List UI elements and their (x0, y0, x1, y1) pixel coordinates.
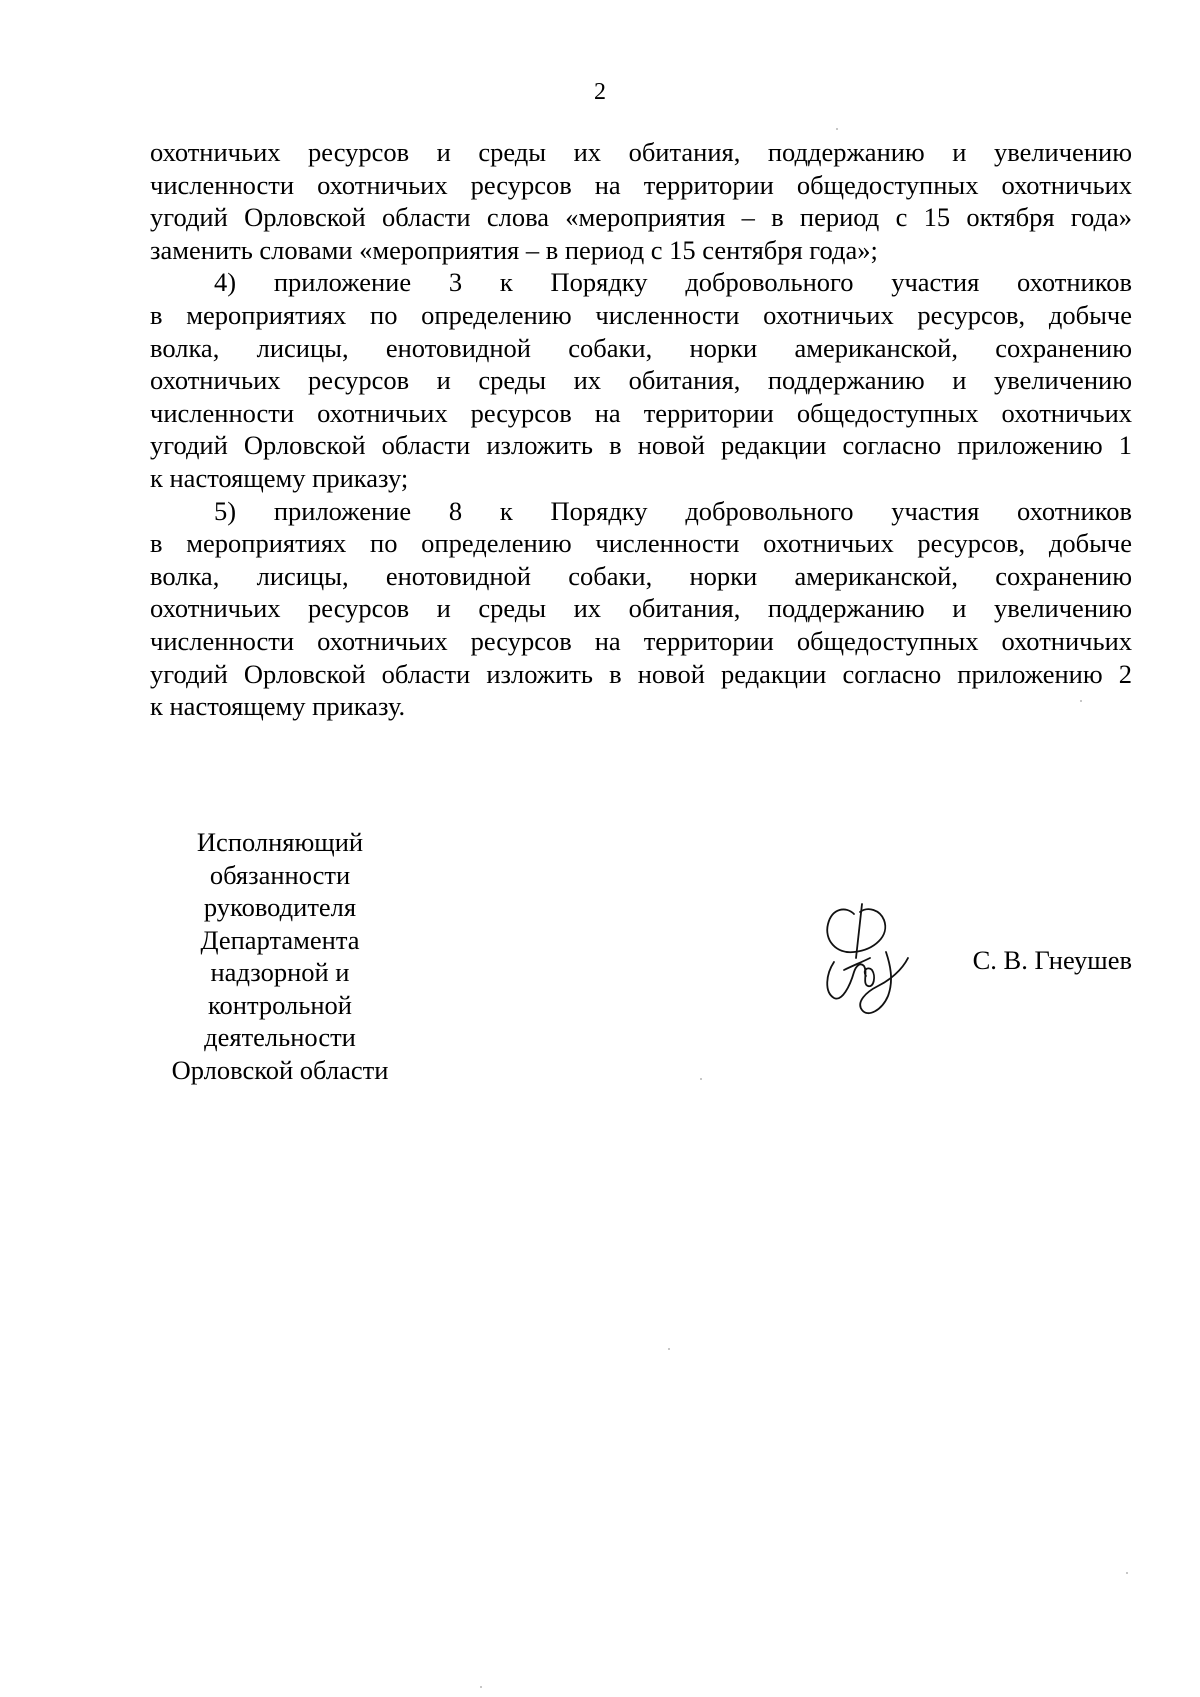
text-line: в мероприятиях по определению численности охотничьих ресурсов, добыче (150, 299, 1132, 330)
position-line: руководителя (203, 892, 357, 922)
scan-speck (668, 1348, 670, 1350)
text-line: численности охотничьих ресурсов на территории общедоступных охотничьих (150, 625, 1132, 656)
text-line: численности охотничьих ресурсов на территории общедоступных охотничьих (150, 169, 1132, 200)
scan-speck (700, 1078, 702, 1080)
text-line: 4) приложение 3 к Порядку добровольного участия охотников (214, 267, 1132, 298)
position-line: контрольной (208, 989, 352, 1020)
position-line: обязанности (209, 859, 351, 890)
paragraph-item-5 (150, 495, 1132, 723)
text-line: численности охотничьих ресурсов на территории общедоступных охотничьих (150, 397, 1132, 428)
scan-speck (836, 128, 838, 130)
text-line: волка, лисицы, енотовидной собаки, норки американской, сохранению (150, 332, 1132, 363)
handwritten-signature (816, 900, 926, 1022)
text-line: охотничьих ресурсов и среды их обитания, поддержанию и увеличению (150, 137, 1132, 167)
text-line: в мероприятиях по определению численности охотничьих ресурсов, добыче (150, 528, 1132, 559)
position-line: Исполняющий (196, 827, 364, 857)
text-line: угодий Орловской области изложить в новой редакции согласно приложению 2 (150, 658, 1132, 689)
scan-speck (1080, 700, 1082, 702)
text-line: 5) приложение 8 к Порядку добровольного участия охотников (214, 495, 1132, 526)
signatory-position (150, 826, 410, 1086)
text-line: охотничьих ресурсов и среды их обитания, поддержанию и увеличению (150, 365, 1132, 396)
text-line: охотничьих ресурсов и среды их обитания, поддержанию и увеличению (150, 593, 1132, 624)
scan-speck (480, 1686, 482, 1688)
document-body (150, 136, 1132, 723)
paragraph-continuation (150, 136, 1132, 266)
scan-speck (1126, 1572, 1128, 1574)
page-number: 2 (594, 79, 606, 105)
text-line: заменить словами «мероприятия – в период с 15 сентября года»; (150, 234, 878, 265)
position-line: Департамента (200, 924, 360, 955)
text-line: к настоящему приказу; (150, 462, 409, 493)
text-line: угодий Орловской области изложить в новой редакции согласно приложению 1 (150, 430, 1132, 461)
text-line: волка, лисицы, енотовидной собаки, норки американской, сохранению (150, 560, 1132, 591)
text-line: угодий Орловской области слова «мероприятия – в период с 15 октября года» (150, 202, 1132, 233)
paragraph-item-4 (150, 266, 1132, 494)
text-line: к настоящему приказу. (150, 691, 406, 722)
position-line: деятельности (204, 1022, 356, 1052)
position-line: Орловской области (171, 1054, 389, 1085)
signer-name: С. В. Гнеушев (972, 945, 1132, 975)
position-line: надзорной и (210, 957, 350, 987)
